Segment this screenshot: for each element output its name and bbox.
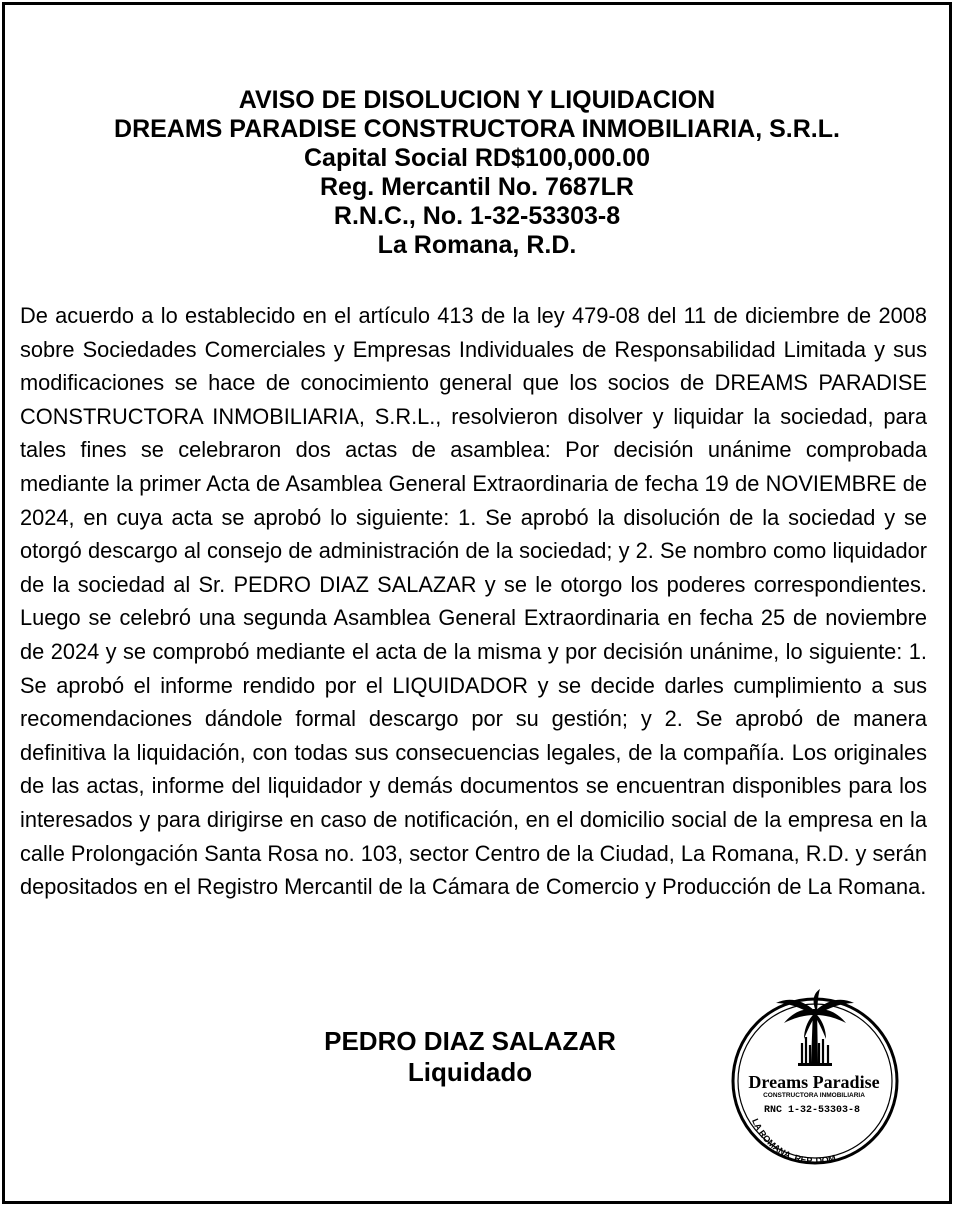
company-seal [718,985,908,1175]
seal-subtitle: CONSTRUCTORA INMOBILIARIA [763,1092,865,1099]
seal-rnc: RNC 1-32-53303-8 [763,1105,861,1116]
notice-body: De acuerdo a lo establecido en el artículo 413 de la ley 479-08 del 11 de diciembre de 2008 sobre Sociedades Comerciales y Empresas Individuales de Responsabilidad Limitada y sus modificaciones se hace de conocimiento general que los socios de DREAMS PARADISE CONSTRUCTORA INMOBILIARIA, S.R.L., resolvieron disolver y liquidar la sociedad, para tales fines se celebraron dos actas de asamblea: Por decisión unánime comprobada mediante la primer Acta de Asamblea General Extraordinaria de fecha 19 de NOVIEMBRE de 2024, en cuya acta se aprobó lo siguiente: 1. Se aprobó la disolución de la sociedad y se otorgó descargo al consejo de administración de la sociedad; y 2. Se nombro como liquidador de la sociedad al Sr. PEDRO DIAZ SALAZAR y se le otorgo los poderes correspondientes. Luego se celebró una segunda Asamblea General Extraordinaria en fecha 25 de noviembre de 2024 y se comprobó mediante el acta de la misma y por decisión unánime, lo siguiente: 1. Se aprobó el informe rendido por el LIQUIDADOR y se decide darles cumplimiento a sus recomendaciones dándole formal descargo por su gestión; y 2. Se aprobó de manera definitiva la liquidación, con todas sus consecuencias legales, de la compañía. Los originales de las actas, informe del liquidador y demás documentos se encuentran disponibles para los interesados y para dirigirse en caso de notificación, en el domicilio social de la empresa en la calle Prolongación Santa Rosa no. 103, sector Centro de la Ciudad, La Romana, R.D. y serán depositados en el Registro Mercantil de la Cámara de Comercio y Producción de La Romana. [20,303,927,900]
notice-header [0,86,954,260]
signatory-name: PEDRO DIAZ SALAZAR [324,1026,616,1056]
signature-block [230,1026,710,1088]
rnc-number: R.N.C., No. 1-32-53303-8 [333,202,621,230]
location: La Romana, R.D. [377,231,577,259]
signatory-role: Liquidado [407,1057,533,1087]
notice-title: AVISO DE DISOLUCION Y LIQUIDACION [238,86,716,114]
company-name: DREAMS PARADISE CONSTRUCTORA INMOBILIARIA, S.R.L. [114,115,840,143]
seal-location: LA ROMANA, REP. DOM. [750,1117,840,1166]
capital-social: Capital Social RD$100,000.00 [303,144,651,172]
seal-graphic [718,985,908,1175]
mercantile-registry: Reg. Mercantil No. 7687LR [320,173,634,201]
seal-brand: Dreams Paradise [748,1072,880,1092]
